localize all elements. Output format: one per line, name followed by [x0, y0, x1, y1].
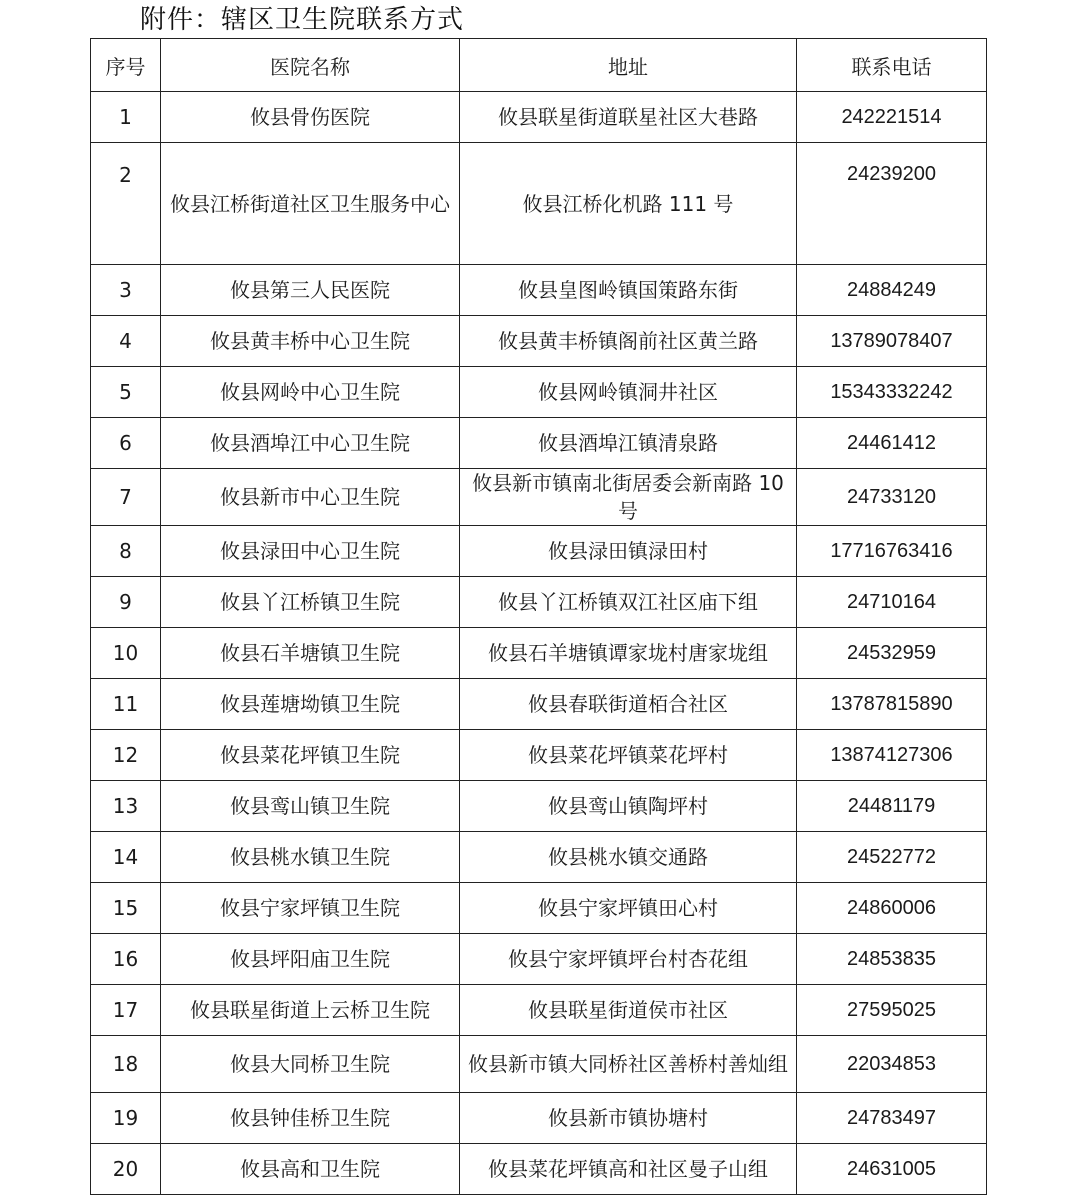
- row-number: 2: [91, 143, 161, 265]
- table-row: [91, 679, 987, 730]
- hospital-phone: 24884249: [797, 265, 987, 316]
- hospital-phone: 24710164: [797, 577, 987, 628]
- hospital-phone: 24733120: [797, 469, 987, 526]
- hospital-phone: 24631005: [797, 1144, 987, 1195]
- row-number: 15: [91, 883, 161, 934]
- table-row: [91, 781, 987, 832]
- hospital-address: 攸县春联街道栢合社区: [460, 679, 797, 730]
- row-number: 14: [91, 832, 161, 883]
- table-row: [91, 526, 987, 577]
- hospital-address: 攸县联星街道侯市社区: [460, 985, 797, 1036]
- hospital-phone: 17716763416: [797, 526, 987, 577]
- hospital-name: 攸县新市中心卫生院: [161, 469, 460, 526]
- hospital-name: 攸县骨伤医院: [161, 92, 460, 143]
- hospital-address: 攸县鸾山镇陶坪村: [460, 781, 797, 832]
- table-row: [91, 883, 987, 934]
- hospital-address: 攸县江桥化机路 111 号: [460, 143, 797, 265]
- hospital-name: 攸县联星街道上云桥卫生院: [161, 985, 460, 1036]
- header-address: 地址: [460, 39, 797, 92]
- table-row: [91, 730, 987, 781]
- table-row: [91, 316, 987, 367]
- table-row: [91, 577, 987, 628]
- hospital-name: 攸县菜花坪镇卫生院: [161, 730, 460, 781]
- hospital-name: 攸县莲塘坳镇卫生院: [161, 679, 460, 730]
- hospital-address: 攸县桃水镇交通路: [460, 832, 797, 883]
- hospital-address: 攸县新市镇南北街居委会新南路 10 号: [460, 469, 797, 526]
- hospital-phone: 24239200: [797, 143, 987, 265]
- hospital-name: 攸县第三人民医院: [161, 265, 460, 316]
- hospital-address: 攸县丫江桥镇双江社区庙下组: [460, 577, 797, 628]
- hospital-name: 攸县黄丰桥中心卫生院: [161, 316, 460, 367]
- hospital-name: 攸县钟佳桥卫生院: [161, 1093, 460, 1144]
- header-hospital-name: 医院名称: [161, 39, 460, 92]
- hospital-phone: 24532959: [797, 628, 987, 679]
- hospital-address: 攸县新市镇大同桥社区善桥村善灿组: [460, 1036, 797, 1093]
- hospital-name: 攸县丫江桥镇卫生院: [161, 577, 460, 628]
- hospital-address: 攸县新市镇协塘村: [460, 1093, 797, 1144]
- hospital-address: 攸县渌田镇渌田村: [460, 526, 797, 577]
- hospital-phone: 242221514: [797, 92, 987, 143]
- hospital-name: 攸县桃水镇卫生院: [161, 832, 460, 883]
- hospital-address: 攸县石羊塘镇谭家垅村唐家垅组: [460, 628, 797, 679]
- hospital-phone: 13789078407: [797, 316, 987, 367]
- table-row: [91, 985, 987, 1036]
- table-row: [91, 832, 987, 883]
- table-row: [91, 418, 987, 469]
- row-number: 18: [91, 1036, 161, 1093]
- row-number: 9: [91, 577, 161, 628]
- row-number: 20: [91, 1144, 161, 1195]
- hospital-name: 攸县高和卫生院: [161, 1144, 460, 1195]
- row-number: 4: [91, 316, 161, 367]
- hospital-phone: 27595025: [797, 985, 987, 1036]
- row-number: 13: [91, 781, 161, 832]
- hospital-phone: 13787815890: [797, 679, 987, 730]
- hospital-address: 攸县网岭镇洞井社区: [460, 367, 797, 418]
- hospital-address: 攸县酒埠江镇清泉路: [460, 418, 797, 469]
- table-row: [91, 265, 987, 316]
- hospital-address: 攸县黄丰桥镇阁前社区黄兰路: [460, 316, 797, 367]
- row-number: 3: [91, 265, 161, 316]
- table-row: [91, 628, 987, 679]
- hospital-name: 攸县大同桥卫生院: [161, 1036, 460, 1093]
- hospital-address: 攸县宁家坪镇坪台村杏花组: [460, 934, 797, 985]
- hospital-phone: 24481179: [797, 781, 987, 832]
- hospital-address: 攸县菜花坪镇菜花坪村: [460, 730, 797, 781]
- row-number: 11: [91, 679, 161, 730]
- row-number: 6: [91, 418, 161, 469]
- row-number: 8: [91, 526, 161, 577]
- row-number: 12: [91, 730, 161, 781]
- row-number: 10: [91, 628, 161, 679]
- hospital-phone: 22034853: [797, 1036, 987, 1093]
- hospital-name: 攸县坪阳庙卫生院: [161, 934, 460, 985]
- table-row: [91, 469, 987, 526]
- row-number: 16: [91, 934, 161, 985]
- row-number: 17: [91, 985, 161, 1036]
- hospital-phone: 24522772: [797, 832, 987, 883]
- hospital-address: 攸县皇图岭镇国策路东街: [460, 265, 797, 316]
- table-header-row: [91, 39, 987, 92]
- hospital-name: 攸县网岭中心卫生院: [161, 367, 460, 418]
- hospital-phone: 24853835: [797, 934, 987, 985]
- hospital-address: 攸县宁家坪镇田心村: [460, 883, 797, 934]
- header-number: 序号: [91, 39, 161, 92]
- hospital-contact-table: [90, 38, 987, 1195]
- hospital-name: 攸县酒埠江中心卫生院: [161, 418, 460, 469]
- table-row: [91, 934, 987, 985]
- table-row: [91, 1144, 987, 1195]
- table-row: [91, 143, 987, 265]
- header-phone: 联系电话: [797, 39, 987, 92]
- hospital-phone: 24783497: [797, 1093, 987, 1144]
- table-row: [91, 92, 987, 143]
- table-row: [91, 1093, 987, 1144]
- hospital-address: 攸县联星街道联星社区大巷路: [460, 92, 797, 143]
- hospital-name: 攸县石羊塘镇卫生院: [161, 628, 460, 679]
- hospital-name: 攸县鸾山镇卫生院: [161, 781, 460, 832]
- row-number: 5: [91, 367, 161, 418]
- table-row: [91, 367, 987, 418]
- hospital-name: 攸县渌田中心卫生院: [161, 526, 460, 577]
- hospital-name: 攸县宁家坪镇卫生院: [161, 883, 460, 934]
- row-number: 19: [91, 1093, 161, 1144]
- hospital-phone: 15343332242: [797, 367, 987, 418]
- hospital-phone: 24461412: [797, 418, 987, 469]
- row-number: 1: [91, 92, 161, 143]
- hospital-address: 攸县菜花坪镇高和社区曼子山组: [460, 1144, 797, 1195]
- row-number: 7: [91, 469, 161, 526]
- hospital-name: 攸县江桥街道社区卫生服务中心: [161, 143, 460, 265]
- table-row: [91, 1036, 987, 1093]
- hospital-phone: 13874127306: [797, 730, 987, 781]
- hospital-phone: 24860006: [797, 883, 987, 934]
- document-title: 附件：辖区卫生院联系方式: [140, 5, 465, 35]
